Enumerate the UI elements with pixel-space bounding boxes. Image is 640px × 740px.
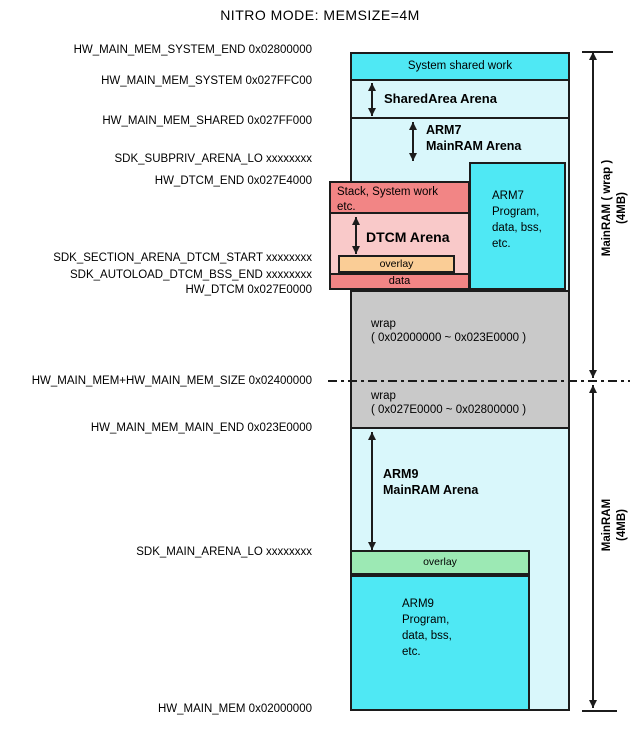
arm7-arena-label [426,122,521,154]
addr-label-main-end: HW_MAIN_MEM_MAIN_END 0x023E0000 [90,422,312,434]
addr-label-dtcm-start: SDK_SECTION_ARENA_DTCM_START xxxxxxxx [53,252,312,264]
wrap-upper-label: wrap [371,318,396,330]
upper-range-label [600,128,630,288]
lower-range-arrow-icon [592,385,594,708]
stack-line1: Stack, System work [337,186,438,198]
addr-label-mem-size: HW_MAIN_MEM+HW_MAIN_MEM_SIZE 0x02400000 [31,375,312,387]
arm9-arena-line1: ARM9 [383,467,419,481]
arm7-arena-extent-arrow-icon [412,122,414,161]
wrap-lower-range: ( 0x027E0000 ~ 0x02800000 ) [371,404,527,416]
dtcm-data-region [329,273,470,290]
wrap-lower-label: wrap [371,390,396,402]
arm7-program-line1: ARM7 [492,190,524,202]
main-overlay-label: overlay [423,556,457,568]
addr-label-dtcm-end: HW_DTCM_END 0x027E4000 [154,175,312,187]
main-overlay-region [350,550,530,575]
arm9-arena-label [383,466,478,498]
arm9-arena-extent-arrow-icon [371,432,373,550]
arm7-program-line2: Program, [492,206,540,218]
addr-label-shared: HW_MAIN_MEM_SHARED 0x027FF000 [102,115,312,127]
dtcm-arena-extent-arrow-icon [355,217,357,254]
shared-area-divider [351,117,569,119]
addr-label-main-arena: SDK_MAIN_ARENA_LO xxxxxxxx [136,546,312,558]
addr-label-main-mem: HW_MAIN_MEM 0x02000000 [157,703,312,715]
arm7-arena-line2: MainRAM Arena [426,139,522,153]
arm7-arena-line1: ARM7 [426,123,462,137]
dtcm-data-label: data [388,275,411,287]
bracket-top-tick [582,51,613,53]
addr-label-dtcm: HW_DTCM 0x027E0000 [185,284,312,296]
dtcm-overlay-label: overlay [379,258,414,270]
stack-system-work-region [329,181,470,214]
arm9-program-line3: data, bss, [402,630,452,642]
shared-area-extent-arrow-icon [371,83,373,116]
addr-label-dtcm-bss-end: SDK_AUTOLOAD_DTCM_BSS_END xxxxxxxx [70,269,312,281]
system-shared-work-region [350,52,570,81]
arm9-program-region [350,575,530,711]
addr-label-system-end: HW_MAIN_MEM_SYSTEM_END 0x02800000 [73,44,312,56]
dtcm-overlay-region [338,255,455,273]
lower-range-label [600,445,630,605]
lower-range-line2: (4MB) [616,509,628,541]
arm9-program-line2: Program, [402,614,450,626]
page-title: NITRO MODE: MEMSIZE=4M [220,7,420,23]
arm7-program-line3: data, bss, [492,222,542,234]
upper-range-arrow-icon [592,52,594,378]
lower-range-line1: MainRAM [601,498,613,552]
addr-label-subpriv: SDK_SUBPRIV_ARENA_LO xxxxxxxx [114,153,312,165]
shared-area-arena-label: SharedArea Arena [384,91,497,106]
dtcm-arena-label: DTCM Arena [366,229,450,245]
upper-range-line2: (4MB) [616,192,628,224]
system-shared-work-label: System shared work [407,60,513,72]
wrap-upper-range: ( 0x02000000 ~ 0x023E0000 ) [371,332,527,344]
arm9-arena-line2: MainRAM Arena [383,483,479,497]
arm7-program-region [469,162,566,290]
arm9-program-line4: etc. [402,646,421,658]
arm9-program-line1: ARM9 [402,598,434,610]
arm7-program-line4: etc. [492,238,511,250]
upper-range-line1: MainRAM ( wrap ) [601,159,613,257]
mem-size-boundary-line [328,380,630,382]
addr-label-system: HW_MAIN_MEM_SYSTEM 0x027FFC00 [101,75,312,87]
bracket-bottom-tick [582,710,617,712]
stack-line2: etc. [337,201,356,213]
